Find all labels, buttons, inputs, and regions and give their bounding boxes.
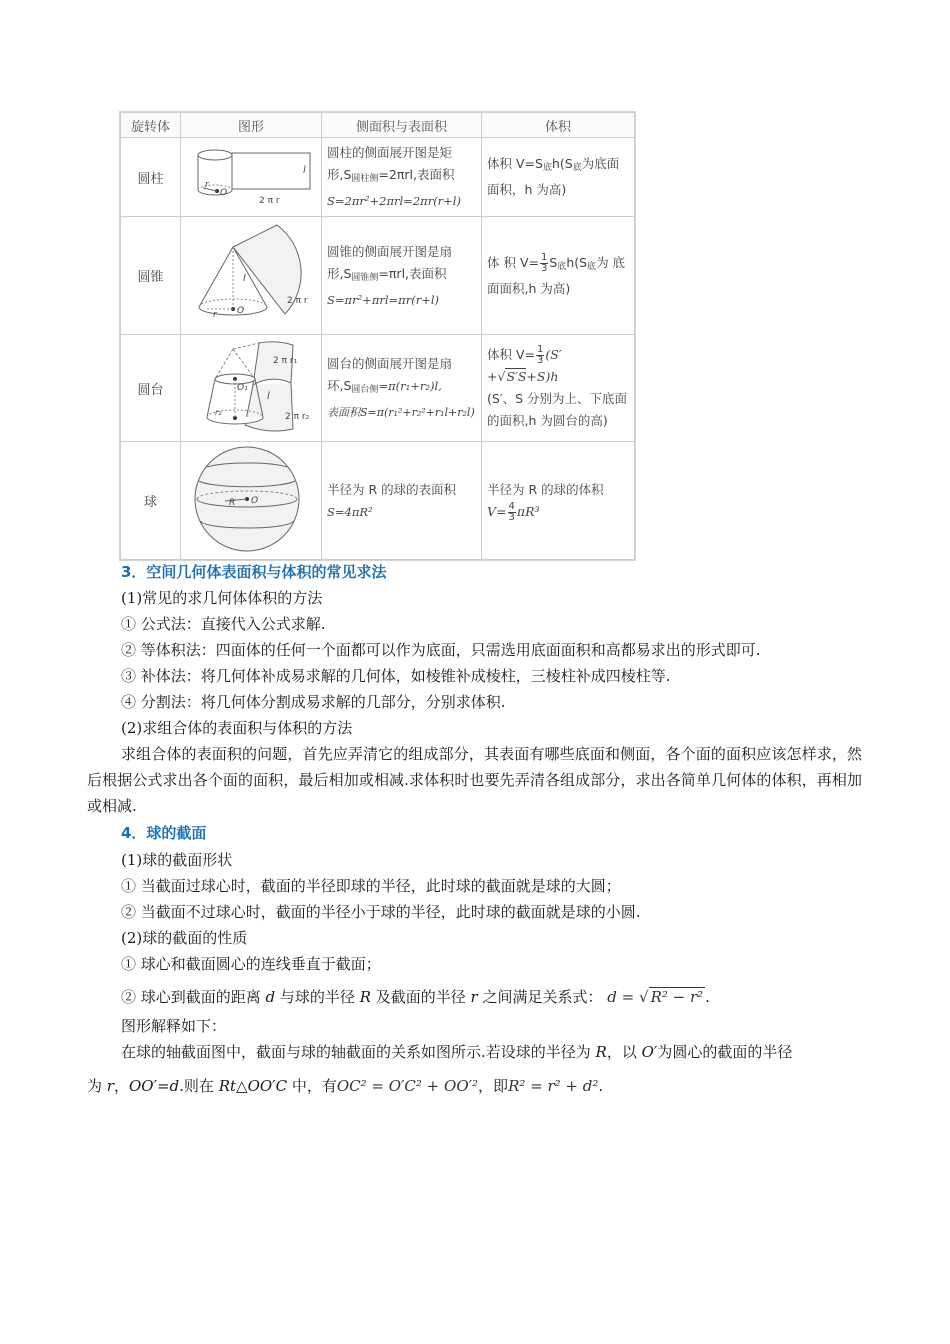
- explanation-line-1: 在球的轴截面图中，截面与球的轴截面的关系如图所示.若设球的半径为 R，以 O′为圆心的截面的半径: [121, 1043, 793, 1061]
- section-3-sub2: (2)求组合体的表面积与体积的方法: [121, 719, 353, 737]
- case-great-circle: ① 当截面过球心时，截面的半径即球的半径，此时球的截面就是球的大圆；: [121, 877, 621, 895]
- surface-sphere: 半径为 R 的球的表面积 S=4πR²: [322, 442, 482, 560]
- svg-text:r: r: [205, 179, 209, 190]
- surface-cylinder: 圆柱的侧面展开图是矩 形$,S_{圆柱侧}=2\pi rl$,表面积 S=2πr²+2πrl=2πr(r+l): [322, 138, 482, 217]
- svg-text:l: l: [267, 390, 270, 402]
- sphere-diagram: [185, 443, 317, 555]
- method-complement: ③ 补体法：将几何体补成易求解的几何体，如棱锥补成棱柱，三棱柱补成四棱柱等.: [121, 667, 671, 685]
- section-4-title: 4．球的截面: [121, 824, 207, 842]
- volume-cone: 体 积 V= $\frac{1}{3}$ $S_底h(S_底$为 底 面面积,h 为高): [482, 217, 635, 335]
- cylinder-diagram: [185, 143, 317, 209]
- header-surface: 侧面积与表面积: [322, 113, 482, 138]
- table-header-row: [121, 113, 635, 138]
- method-split: ④ 分割法：将几何体分割成易求解的几部分，分别求体积.: [121, 693, 506, 711]
- figure-explanation-label: 图形解释如下：: [121, 1017, 227, 1035]
- svg-text:O₁: O₁: [237, 382, 248, 393]
- svg-text:l: l: [303, 164, 306, 176]
- svg-text:2 π r₁: 2 π r₁: [273, 355, 298, 366]
- section-3-sub1: (1)常见的求几何体体积的方法: [121, 589, 323, 607]
- section-3-paragraph: 求组合体的表面积的问题，首先应弄清它的组成部分，其表面有哪些底面和侧面，各个面的面积应该怎样求，然后根据公式求出各个面的面积，最后相加或相减.求体积时也要先弄清各组成部分，求出各简单几何体的体积，再相加或相减.: [87, 745, 862, 815]
- svg-text:2 π r: 2 π r: [287, 296, 308, 306]
- pythagorean-equation: OC² = O′C² + OO′²: [336, 1077, 479, 1095]
- section-4-sub1: (1)球的截面形状: [121, 851, 233, 869]
- property-perpendicular: ① 球心和截面圆心的连线垂直于截面；: [121, 955, 381, 973]
- svg-text:O: O: [237, 306, 245, 316]
- volume-sphere: 半径为 R 的球的体积 V= $\frac{4}{3}$ πR³: [482, 442, 635, 560]
- row-name-sphere: 球: [121, 442, 181, 560]
- property-relation: ② 球心到截面的距离 d 与球的半径 R 及截面的半径 r 之间满足关系式： d = √ R² − r² .: [121, 988, 710, 1006]
- section-4-sub2: (2)球的截面的性质: [121, 929, 248, 947]
- radius-equation: R² = r² + d²: [508, 1077, 599, 1095]
- table-row-cone: [121, 217, 635, 335]
- svg-text:R: R: [229, 498, 236, 508]
- surface-cone: 圆锥的侧面展开图是扇 形$,S_{圆锥侧}=\pi rl$,表面积 S=πr²+πrl=πr(r+l): [322, 217, 482, 335]
- surface-frustum: 圆台的侧面展开图是扇 环$,S_{圆台侧}=\pi(r_1+r_2)l$, 表面积S=π(r₁²+r₂²+r₁l+r₂l): [322, 335, 482, 442]
- svg-text:2 π r: 2 π r: [259, 195, 280, 206]
- figure-cone: [181, 217, 322, 335]
- case-small-circle: ② 当截面不过球心时，截面的半径小于球的半径，此时球的截面就是球的小圆.: [121, 903, 641, 921]
- row-name-cylinder: 圆柱: [121, 138, 181, 217]
- figure-sphere: [181, 442, 322, 560]
- frustum-diagram: [185, 337, 317, 437]
- explanation-line-2: 为 r，OO′=d.则在 Rt△OO′C 中，有OC² = O′C² + OO′²，即R² = r² + d².: [87, 1077, 604, 1095]
- svg-text:r₂: r₂: [215, 407, 222, 417]
- svg-text:2 π r₂: 2 π r₂: [285, 411, 310, 422]
- row-name-cone: 圆锥: [121, 217, 181, 335]
- table-row-cylinder: [121, 138, 635, 217]
- section-3-title: 3．空间几何体表面积与体积的常见求法: [121, 563, 387, 581]
- method-formula: ① 公式法：直接代入公式求解.: [121, 615, 326, 633]
- svg-text:l: l: [243, 273, 246, 284]
- table-row-sphere: [121, 442, 635, 560]
- formula-table: [120, 112, 635, 560]
- figure-cylinder: [181, 138, 322, 217]
- header-figure: 图形: [181, 113, 322, 138]
- volume-frustum: 体积 V= $\frac{1}{3}$ (S′+√S′S+S)h (S′、S 分别为上、下底面 的面积,h 为圆台的高): [482, 335, 635, 442]
- header-volume: 体积: [482, 113, 635, 138]
- method-equal-volume: ② 等体积法：四面体的任何一个面都可以作为底面，只需选用底面面积和高都易求出的形式即可.: [121, 641, 761, 659]
- svg-text:O: O: [220, 187, 228, 198]
- figure-frustum: [181, 335, 322, 442]
- header-solid: 旋转体: [121, 113, 181, 138]
- table-row-frustum: [121, 335, 635, 442]
- svg-text:r: r: [213, 310, 217, 320]
- row-name-frustum: 圆台: [121, 335, 181, 442]
- svg-text:O: O: [251, 496, 259, 506]
- volume-cylinder: 体积 $V=S_底h(S_底$为底面 面积，h 为高): [482, 138, 635, 217]
- cone-diagram: [185, 219, 317, 329]
- relation-formula: d = √ R² − r²: [607, 988, 704, 1006]
